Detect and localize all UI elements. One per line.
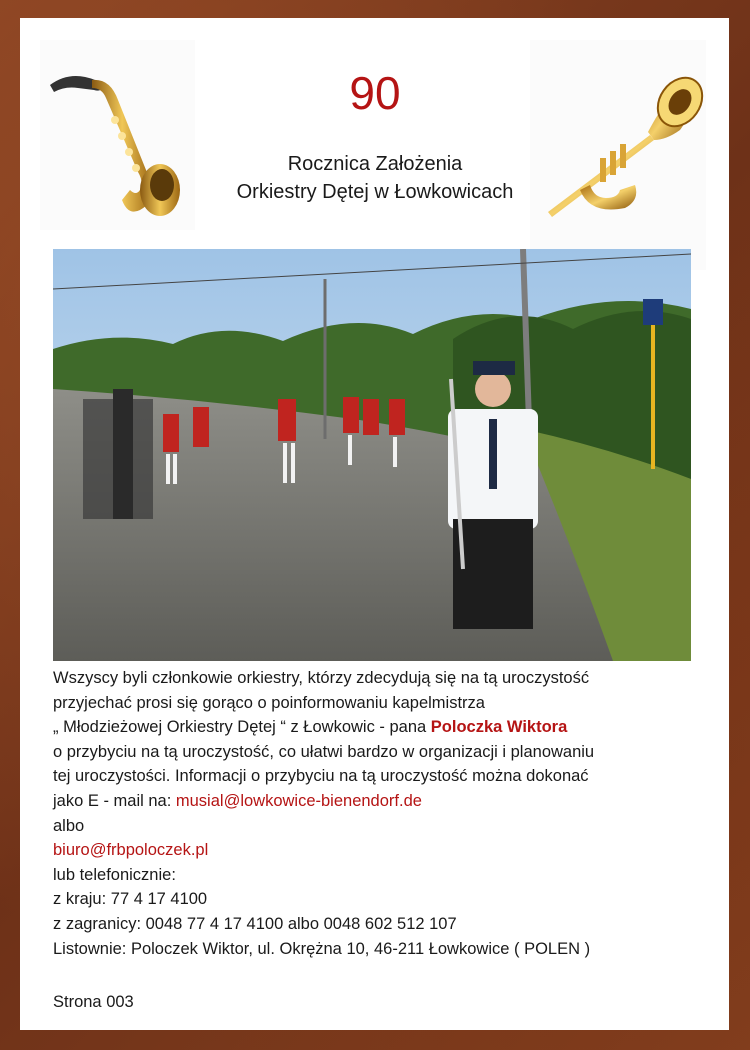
body-line-1: Wszyscy byli członkowie orkiestry, którzy zdecydują się na tą uroczystość bbox=[53, 669, 590, 687]
page-number: Strona 003 bbox=[53, 993, 134, 1011]
page-title bbox=[195, 150, 555, 206]
document-page bbox=[20, 18, 729, 1030]
body-line-5: tej uroczystości. Informacji o przybyciu na tą uroczystość można dokonać bbox=[53, 767, 589, 786]
phone-domestic: z kraju: 77 4 17 4100 bbox=[53, 890, 208, 909]
body-line-3 bbox=[53, 715, 703, 740]
phone-abroad: z zagranicy: 0048 77 4 17 4100 albo 0048 602 512 107 bbox=[53, 914, 457, 933]
body-line-6 bbox=[53, 789, 703, 814]
saxophone-icon bbox=[40, 40, 195, 230]
body-line-2: przyjechać prosi się gorąco o poinformowaniu kapelmistrza bbox=[53, 693, 485, 712]
body-line-4: o przybyciu na tą uroczystość, co ułatwi bardzo w organizacji i planowaniu bbox=[53, 742, 595, 761]
trumpet-icon bbox=[530, 40, 706, 270]
email-link-2[interactable]: biuro@frbpoloczek.pl bbox=[53, 841, 209, 860]
body-line-3-text: „ Młodzieżowej Orkiestry Dętej “ z Łowkowic - pana bbox=[53, 718, 431, 737]
title-line-2: Orkiestry Dętej w Łowkowicach bbox=[236, 181, 514, 203]
orchestra-parade-photo bbox=[53, 249, 691, 661]
email-intro: jako E - mail na: bbox=[53, 791, 176, 810]
body-line-7: albo bbox=[53, 816, 85, 835]
body-line-9: lub telefonicznie: bbox=[53, 865, 176, 884]
postal-address: Listownie: Poloczek Wiktor, ul. Okrężna 10, 46-211 Łowkowice ( POLEN ) bbox=[53, 939, 591, 958]
anniversary-year: 90 bbox=[349, 67, 401, 119]
bandmaster-name: Poloczka Wiktora bbox=[430, 718, 568, 737]
invitation-text bbox=[53, 666, 703, 961]
email-link-1[interactable]: musial@lowkowice-bienendorf.de bbox=[175, 791, 422, 810]
title-line-1: Rocznica Założenia bbox=[287, 153, 463, 175]
